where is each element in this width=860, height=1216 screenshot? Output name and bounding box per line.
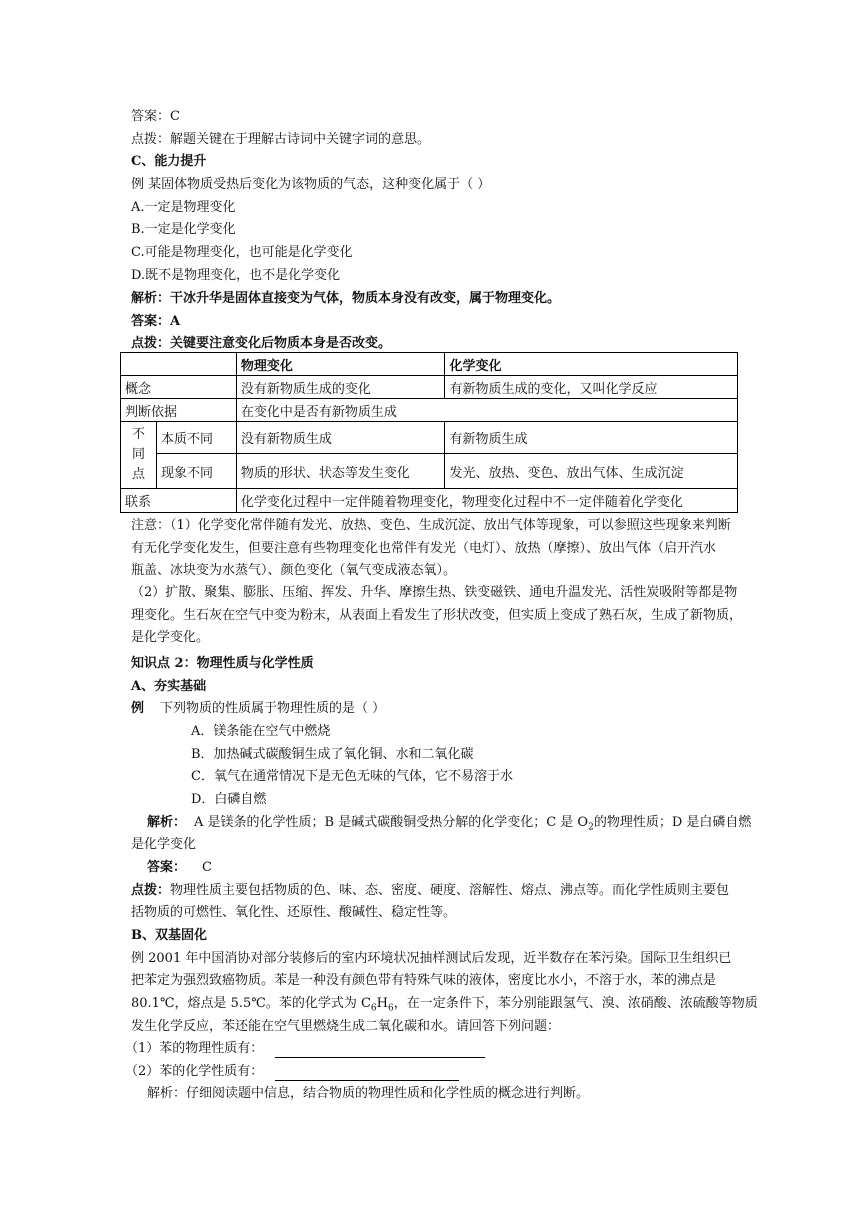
table-header-row (121, 353, 738, 376)
option-d: D.既不是物理变化，也不是化学变化 (131, 268, 341, 283)
analysis-label: 解析： (147, 815, 187, 830)
section-heading-b: B、双基固化 (131, 928, 207, 943)
cell-phenomenon-chemical: 发光、放热、变色、放出气体、生成沉淀 (445, 454, 738, 489)
tip-label: 点拨： (131, 883, 171, 898)
note-line: 有无化学变化发生，但要注意有些物理变化也常伴有发光（电灯）、放热（摩擦）、放出气体（启开汽水 (131, 540, 717, 556)
note-line: 是化学变化。 (131, 630, 210, 645)
row-label-phenomenon: 现象不同 (156, 454, 236, 489)
table-corner-cell (121, 353, 237, 376)
subscript: 6 (388, 1003, 394, 1014)
note-paragraph-2 (131, 582, 743, 650)
table-row (121, 376, 738, 399)
cell-essence-physical: 没有新物质生成 (236, 422, 445, 454)
note-line: （2）扩散、聚集、膨胀、压缩、挥发、升华、摩擦生热、铁变磁铁、通电升温发光、活性炭吸附等都是物 (131, 585, 738, 600)
option-b: B.一定是化学变化 (131, 222, 236, 237)
table-row (121, 399, 738, 422)
note-line: 瓶盖、冰块变为水蒸气）、颜色变化（氧气变成液态氧）。 (131, 563, 457, 578)
tip-line-c: 点拨：关键要注意变化后物质本身是否改变。 (131, 336, 392, 351)
option-d: D．白磷自燃 (191, 792, 267, 807)
question-1-line (125, 1040, 485, 1058)
question-2-label: （2）苯的化学性质有： (125, 1064, 264, 1079)
row-label-relation: 联系 (121, 489, 237, 513)
example-line (131, 995, 758, 1013)
option-c: C.可能是物理变化，也可能是化学变化 (131, 245, 353, 260)
analysis-text: 的物理性质；D 是白磷自燃 (593, 815, 752, 830)
option-c: C．氧气在通常情况下是无色无味的气体，它不易溶于水 (191, 769, 513, 784)
answer-blank-1[interactable] (275, 1045, 485, 1058)
question-line (131, 700, 385, 718)
question-text: 例 某固体物质受热后变化为该物质的气态，这种变化属于（ ） (131, 177, 491, 192)
section-heading-a: A、夯实基础 (131, 679, 207, 694)
example-line: 例 2001 年中国消协对部分装修后的室内环境状况抽样测试后发现，近半数存在苯污染。国际卫生组织已 (131, 951, 732, 966)
comparison-table (120, 352, 738, 513)
tip-line: 点拨：解题关键在于理解古诗词中关键字词的意思。 (131, 132, 431, 147)
note-line: 注意：（1）化学变化常伴随有发光、放热、变色、生成沉淀、放出气体等现象，可以参照这些现象来判断 (131, 518, 731, 533)
final-analysis-line: 解析：仔细阅读题中信息，结合物质的物理性质和化学性质的概念进行判断。 (147, 1086, 590, 1101)
question-2-line (125, 1063, 459, 1081)
row-label-basis: 判断依据 (121, 399, 237, 422)
header-chemical: 化学变化 (445, 353, 738, 376)
analysis-line (147, 814, 751, 832)
answer-label: 答案： (147, 860, 187, 875)
answer-blank-2[interactable] (275, 1068, 459, 1081)
cell-basis: 在变化中是否有新物质生成 (236, 399, 737, 422)
cell-phenomenon-physical: 物质的形状、状态等发生变化 (236, 454, 445, 489)
option-a: A.一定是物理变化 (131, 200, 236, 215)
knowledge-point-heading: 知识点 2：物理性质与化学性质 (131, 656, 314, 671)
answer-line-c: 答案：A (131, 314, 181, 329)
tip-line (131, 882, 729, 900)
row-group-differ: 不同点 (121, 422, 157, 489)
cell-concept-chemical: 有新物质生成的变化，又叫化学反应 (445, 376, 738, 399)
subscript: 2 (588, 822, 594, 833)
header-physical: 物理变化 (236, 353, 445, 376)
answer-line (147, 859, 212, 877)
question-1-label: （1）苯的物理性质有： (125, 1041, 264, 1056)
row-label-essence: 本质不同 (156, 422, 236, 454)
example-label: 例 (131, 701, 145, 716)
cell-concept-physical: 没有新物质生成的变化 (236, 376, 445, 399)
tip-continuation: 括物质的可燃性、氧化性、还原性、酸碱性、稳定性等。 (131, 905, 457, 920)
note-line: 理变化。生石灰在空气中变为粉末，从表面上看发生了形状改变，但实质上变成了熟石灰，生成了新物质， (131, 607, 743, 623)
analysis-continuation: 是化学变化 (131, 837, 197, 852)
tip-text: 物理性质主要包括物质的色、味、态、密度、硬度、溶解性、熔点、沸点等。而化学性质则主要包 (170, 883, 730, 898)
example-text: H (376, 996, 388, 1011)
analysis-text: A 是镁条的化学性质；B 是碱式碳酸铜受热分解的化学变化；C 是 O (194, 815, 589, 830)
cell-relation: 化学变化过程中一定伴随着物理变化，物理变化过程中不一定伴随着化学变化 (236, 489, 737, 513)
section-heading-c: C、能力提升 (131, 154, 207, 169)
answer-line: 答案：C (131, 109, 180, 124)
example-text: ，在一定条件下，苯分别能跟氢气、溴、浓硝酸、浓硫酸等物质 (393, 996, 758, 1011)
table-row (121, 489, 738, 513)
question-text: 下列物质的性质属于物理性质的是（ ） (160, 701, 386, 716)
option-a: A．镁条能在空气中燃烧 (191, 724, 331, 739)
note-paragraph-1 (131, 515, 737, 583)
example-text: 80.1℃，熔点是 5.5℃。苯的化学式为 C (131, 996, 371, 1011)
cell-essence-chemical: 有新物质生成 (445, 422, 738, 454)
analysis-line: 解析：干冰升华是固体直接变为气体，物质本身没有改变，属于物理变化。 (131, 291, 561, 306)
row-label-concept: 概念 (121, 376, 237, 399)
subscript: 6 (370, 1003, 377, 1014)
answer-value: C (202, 860, 212, 875)
example-line: 把苯定为强烈致癌物质。苯是一种没有颜色带有特殊气味的液体，密度比水小，不溶于水，苯的沸点是 (131, 973, 717, 988)
example-line: 发生化学反应，苯还能在空气里燃烧生成二氧化碳和水。请回答下列问题： (131, 1019, 561, 1034)
table-row (121, 454, 738, 489)
table-row (121, 422, 738, 454)
option-b: B．加热碱式碳酸铜生成了氧化铜、水和二氧化碳 (191, 747, 474, 762)
